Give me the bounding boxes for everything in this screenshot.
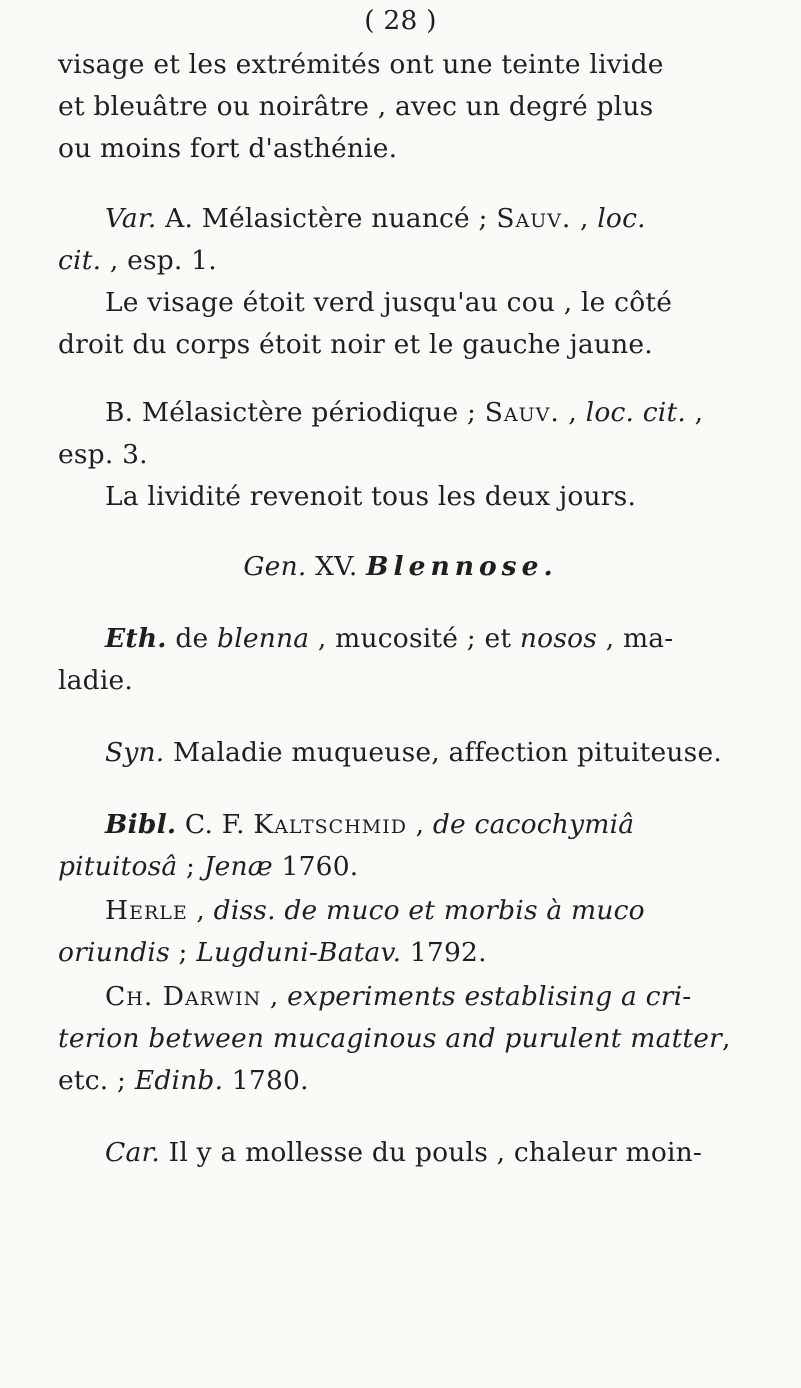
- variety-a-line-2: cit. , esp. 1.: [58, 245, 217, 276]
- characters-line: Car. Il y a mollesse du pouls , chaleur moin-: [105, 1137, 703, 1168]
- author-sauv: Sauv.: [484, 397, 560, 428]
- variety-a-line: Var. A. Mélasictère nuancé ; Sauv. , loc.: [105, 203, 646, 234]
- text-line: et bleuâtre ou noirâtre , avec un degré plus: [58, 91, 654, 122]
- text-line: droit du corps étoit noir et le gauche jaune.: [58, 329, 653, 360]
- text-line: ou moins fort d'asthénie.: [58, 133, 398, 164]
- text-line: visage et les extrémités ont une teinte livide: [58, 49, 664, 80]
- author-sauv: Sauv.: [496, 203, 572, 234]
- var-label: Var.: [105, 203, 157, 234]
- text-line: Le visage étoit verd jusqu'au cou , le côté: [105, 287, 673, 318]
- text-line: esp. 3.: [58, 439, 148, 470]
- bibliography-entry-herle: Herle , diss. de muco et morbis à muco: [105, 895, 645, 926]
- variety-b-line: B. Mélasictère périodique ; Sauv. , loc. cit. ,: [105, 397, 704, 428]
- genus-heading: Gen. XV. Blennose.: [243, 551, 558, 582]
- page-number: ( 28 ): [364, 5, 437, 36]
- bibliography-entry-herle-2: oriundis ; Lugduni-Batav. 1792.: [58, 937, 487, 968]
- synonym-line: Syn. Maladie muqueuse, affection pituiteuse.: [105, 737, 722, 768]
- bibliography-line-2: pituitosâ ; Jenæ 1760.: [58, 851, 359, 882]
- bibliography-entry-darwin-3: etc. ; Edinb. 1780.: [58, 1065, 309, 1096]
- bibliography-line: Bibl. C. F. Kaltschmid , de cacochymiâ: [105, 809, 635, 840]
- bibliography-entry-darwin-2: terion between mucaginous and purulent matter,: [58, 1023, 731, 1054]
- text-line: ladie.: [58, 665, 134, 696]
- etymology-line: Eth. de blenna , mucosité ; et nosos , ma-: [105, 623, 674, 654]
- bibliography-entry-darwin: Ch. Darwin , experiments establising a cri-: [105, 981, 692, 1012]
- text-line: La lividité revenoit tous les deux jours.: [105, 481, 637, 512]
- genus-name: Blennose.: [366, 551, 558, 582]
